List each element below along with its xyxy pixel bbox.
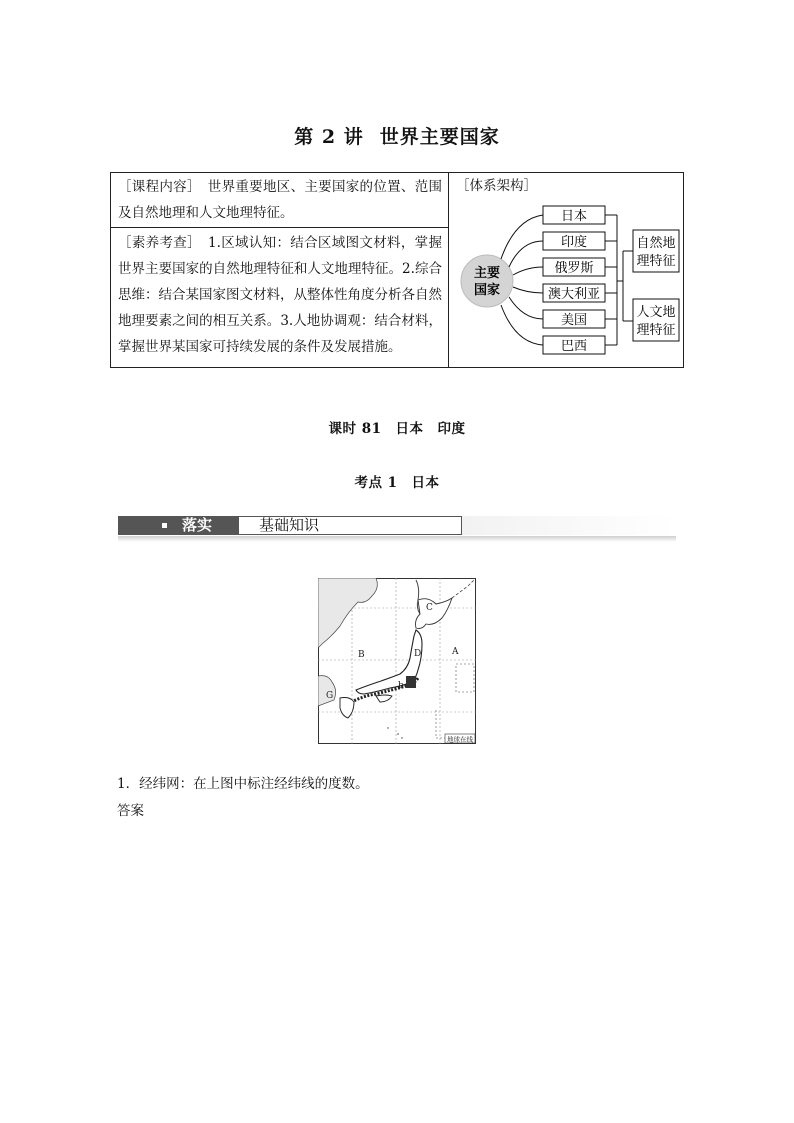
feature-natural-1: 自然地 xyxy=(636,236,676,251)
feature-natural-2: 理特征 xyxy=(636,254,676,269)
feature-human-1: 人文地 xyxy=(636,305,676,320)
banner-label: 基础知识 xyxy=(238,516,462,535)
country-india: 印度 xyxy=(560,235,588,250)
kanto-highlight xyxy=(406,676,416,688)
country-usa: 美国 xyxy=(560,313,588,328)
country-australia: 澳大利亚 xyxy=(547,287,601,302)
center-label-1: 主要 xyxy=(473,266,501,281)
connector-australia xyxy=(513,287,543,293)
course-content-cell: ［课程内容］ 世界重要地区、主要国家的位置、范围及自然地理和人文地理特征。 xyxy=(118,179,442,221)
center-label-2: 国家 xyxy=(473,283,501,298)
architecture-diagram xyxy=(451,195,683,367)
connector-brazil xyxy=(501,305,543,345)
map-label-a: A xyxy=(452,647,459,657)
lesson-topic-b: 印度 xyxy=(437,421,466,437)
lesson-topic-a: 日本 xyxy=(395,421,424,437)
square-bullet-icon xyxy=(162,523,167,528)
country-russia: 俄罗斯 xyxy=(554,261,594,276)
map-label-c: C xyxy=(426,603,433,613)
architecture-label: ［体系架构］ xyxy=(456,178,537,194)
center-node xyxy=(461,255,513,307)
map-label-b: B xyxy=(358,650,365,660)
country-japan: 日本 xyxy=(560,209,588,224)
topic-point: 考点 1 xyxy=(354,475,398,491)
connector-india xyxy=(509,241,543,267)
map-label-small-b: b xyxy=(398,681,404,691)
lecture-name: 世界主要国家 xyxy=(379,126,500,148)
lesson-number: 课时 81 xyxy=(328,421,382,437)
answer-label: 答案 xyxy=(117,803,144,819)
country-brazil: 巴西 xyxy=(560,339,588,354)
connector-japan xyxy=(501,215,543,259)
lesson-heading xyxy=(0,417,794,437)
japan-map xyxy=(318,578,476,744)
map-label-g: G xyxy=(326,691,334,701)
summary-table xyxy=(110,172,684,368)
literacy-cell: ［素养考查］ 1.区域认知：结合区域图文材料，掌握世界主要国家的自然地理特征和人文地理特征。2.综合思维：结合某国家图文材料，从整体性角度分析各自然地理要素之间的相互关系。3.人地协调观：结合材料，掌握世界某国家可持续发展的条件及发展措施。 xyxy=(118,235,442,355)
topic-name: 日本 xyxy=(411,475,440,491)
topic-heading xyxy=(0,471,794,491)
map-label-d: D xyxy=(414,649,422,659)
connector-russia xyxy=(513,267,543,275)
lecture-number: 第 2 讲 xyxy=(294,126,364,148)
map-caption: 地球在线 xyxy=(447,735,473,744)
section-banner xyxy=(118,514,676,540)
page-title xyxy=(0,122,794,149)
feature-human-2: 理特征 xyxy=(636,323,676,338)
banner-tag: 落实 xyxy=(118,516,238,535)
question-1: 1．经纬网：在上图中标注经纬线的度数。 xyxy=(117,776,369,792)
connector-usa xyxy=(509,297,543,319)
